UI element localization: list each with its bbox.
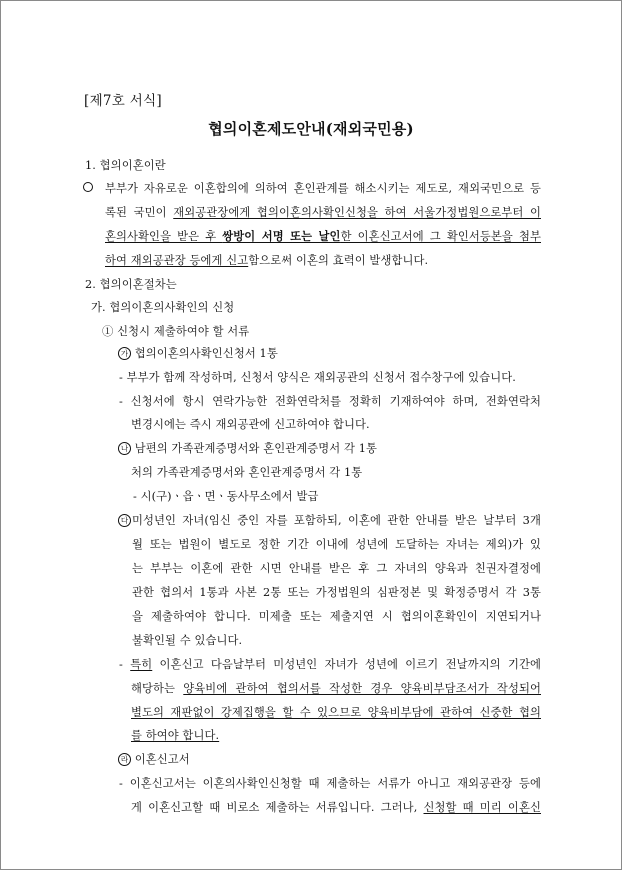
item-ra-detail-1: - 이혼신고서는 이혼의사확인신청할 때 제출하는 서류가 아니고 재외공관장 등에: [119, 777, 541, 790]
item-da-line-1: 미성년인 자녀(임신 중인 자를 포함하되, 이혼에 관한 안내를 받은 날부터 3개: [132, 514, 541, 527]
item-da-marker: [118, 513, 131, 528]
item-ga-detail-3: 변경시에는 즉시 재외공관에 신고하여야 합니다.: [131, 418, 370, 431]
item-da-detail-2: 해당하는 양육비에 관하여 협의서를 작성한 경우 양육비부담조서가 작성되어: [131, 682, 541, 695]
section-1-line-2: 록된 국민이 재외공관장에게 협의이혼의사확인신청을 하여 서울가정법원으로부터 이: [105, 206, 541, 219]
item-da-line-6: 불확인될 수 있습니다.: [132, 634, 243, 647]
circle-bullet-icon: [83, 182, 93, 192]
circled-ga-marker: 가: [118, 347, 131, 360]
item-da-line-4: 관한 협의서 1통과 사본 2통 또는 가정법원의 심판정본 및 확정증명서 각 3통: [132, 586, 541, 599]
section-1-bullet: [83, 181, 93, 196]
item-1-heading: ① 신청시 제출하여야 할 서류: [102, 325, 250, 338]
item-da-detail-4: 를 하여야 합니다.: [131, 729, 220, 742]
item-da-line-2: 월 또는 법원이 별도로 정한 기간 이내에 성년에 도달하는 자녀는 제외)가 있: [132, 538, 541, 551]
circled-na-marker: 나: [118, 442, 131, 455]
item-na-title: 나 남편의 가족관계증명서와 혼인관계증명서 각 1통: [118, 441, 377, 456]
circled-number-1: ①: [102, 325, 114, 338]
circled-da-marker: 다: [118, 514, 131, 527]
section-1-line-3: 혼의사확인을 받은 후 쌍방이 서명 또는 날인한 이혼신고서에 그 확인서등본을 첨부: [105, 229, 541, 243]
item-na-line-2: 처의 가족관계증명서와 혼인관계증명서 각 1통: [131, 466, 363, 479]
section-2-heading: 2. 협의이혼절차는: [85, 278, 177, 291]
item-ga-title: 가 협의이혼의사확인신청서 1통: [118, 346, 278, 361]
circled-ra-marker: 라: [118, 753, 131, 766]
subsection-ga-heading: 가. 협의이혼의사확인의 신청: [91, 301, 235, 314]
document-title: 협의이혼제도안내(재외국민용): [208, 120, 414, 138]
section-1-heading: 1. 협의이혼이란: [85, 159, 166, 172]
item-na-detail-1: - 시(구)ㆍ읍ㆍ면ㆍ동사무소에서 발급: [133, 490, 319, 503]
section-1-line-1: 부부가 자유로운 이혼합의에 의하여 혼인관계를 해소시키는 제도로, 재외국민으로 등: [105, 182, 541, 195]
item-da-detail-3: 별도의 재판없이 강제집행을 할 수 있으므로 양육비부담에 관하여 신중한 협의: [131, 706, 541, 719]
item-da-line-5: 을 제출하여야 합니다. 미제출 또는 제출지연 시 협의이혼확인이 지연되거나: [132, 610, 541, 623]
item-ra-detail-2: 게 이혼신고할 때 비로소 제출하는 서류입니다. 그러나, 신청할 때 미리 이혼신: [131, 801, 541, 814]
item-da-detail-1: - 특히 이혼신고 다음날부터 미성년인 자녀가 성년에 이르기 전날까지의 기간에: [119, 658, 541, 671]
form-number-label: [제7호 서식]: [84, 93, 162, 109]
item-ra-title: 라 이혼신고서: [118, 752, 190, 767]
section-1-line-4: 하여 재외공관장 등에게 신고함으로써 이혼의 효력이 발생합니다.: [105, 254, 429, 267]
item-ga-detail-2: - 신청서에 항시 연락가능한 전화연락처를 정확히 기재하여야 하며, 전화연락처: [119, 395, 541, 408]
item-ga-detail-1: - 부부가 함께 작성하며, 신청서 양식은 재외공관의 신청서 접수창구에 있습니다.: [119, 371, 516, 384]
item-da-line-3: 는 부부는 이혼에 관한 시면 안내를 받은 후 그 자녀의 양육과 친권자결정에: [132, 562, 541, 575]
